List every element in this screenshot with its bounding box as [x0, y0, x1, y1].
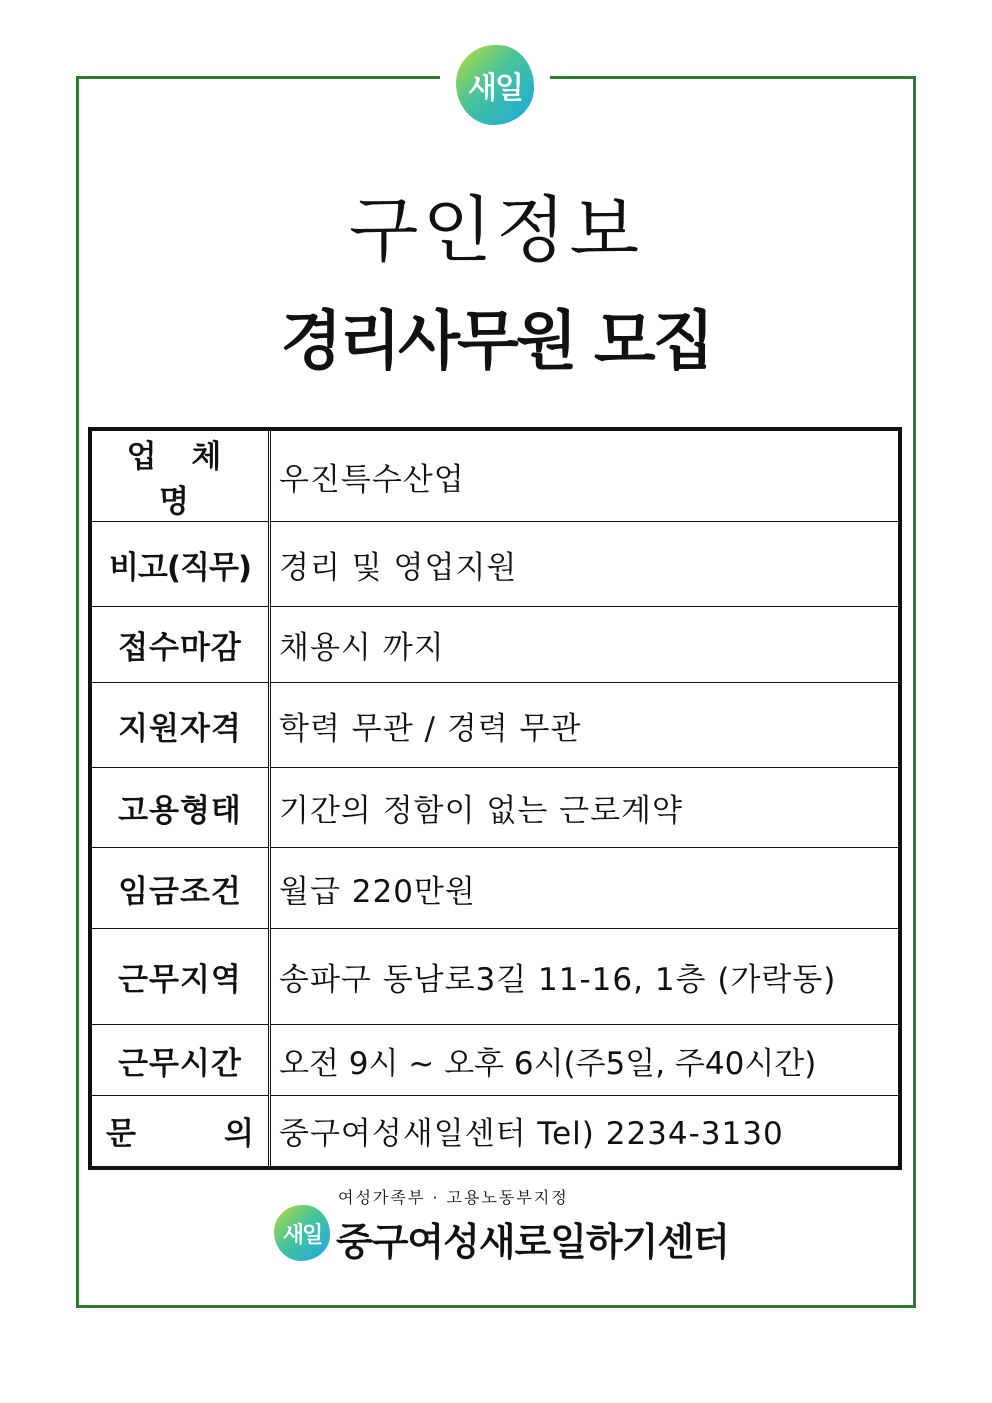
row-label: 업 체 명	[90, 429, 270, 522]
row-value: 중구여성새일센터 Tel) 2234-3130	[270, 1096, 901, 1168]
table-row	[90, 683, 900, 768]
footer-organization	[270, 1185, 730, 1265]
job-headline: 경리사무원 모집	[280, 305, 712, 379]
row-label: 고용형태	[90, 768, 270, 848]
top-logo	[440, 40, 550, 130]
table-row	[90, 1096, 900, 1168]
row-value: 경리 및 영업지원	[270, 522, 901, 607]
organization-name: 중구여성새로일하기센터	[336, 1220, 729, 1264]
page-title: 구인정보	[348, 188, 644, 272]
logo-text: 새일	[468, 71, 522, 106]
row-value: 학력 무관 / 경력 무관	[270, 683, 901, 768]
saeil-logo-small-icon	[274, 1205, 330, 1261]
table-row	[90, 929, 900, 1025]
logo-small-text: 새일	[282, 1222, 322, 1248]
row-value: 채용시 까지	[270, 607, 901, 683]
row-label: 문 의	[90, 1096, 270, 1168]
row-label: 근무시간	[90, 1025, 270, 1096]
row-value: 우진특수산업	[270, 429, 901, 522]
table-row	[90, 1025, 900, 1096]
table-row	[90, 607, 900, 683]
row-value: 월급 220만원	[270, 848, 901, 929]
row-value: 오전 9시 ~ 오후 6시(주5일, 주40시간)	[270, 1025, 901, 1096]
row-label: 비고(직무)	[90, 522, 270, 607]
designation-text: 여성가족부 · 고용노동부지정	[338, 1188, 569, 1207]
row-label: 근무지역	[90, 929, 270, 1025]
row-label: 접수마감	[90, 607, 270, 683]
table-row	[90, 848, 900, 929]
table-row	[90, 522, 900, 607]
table-row	[90, 768, 900, 848]
saeil-logo-icon	[456, 45, 534, 125]
row-label: 지원자격	[90, 683, 270, 768]
job-info-table	[88, 427, 902, 1170]
row-label: 임금조건	[90, 848, 270, 929]
row-value: 기간의 정함이 없는 근로계약	[270, 768, 901, 848]
row-value: 송파구 동남로3길 11-16, 1층 (가락동)	[270, 929, 901, 1025]
table-row	[90, 429, 900, 522]
